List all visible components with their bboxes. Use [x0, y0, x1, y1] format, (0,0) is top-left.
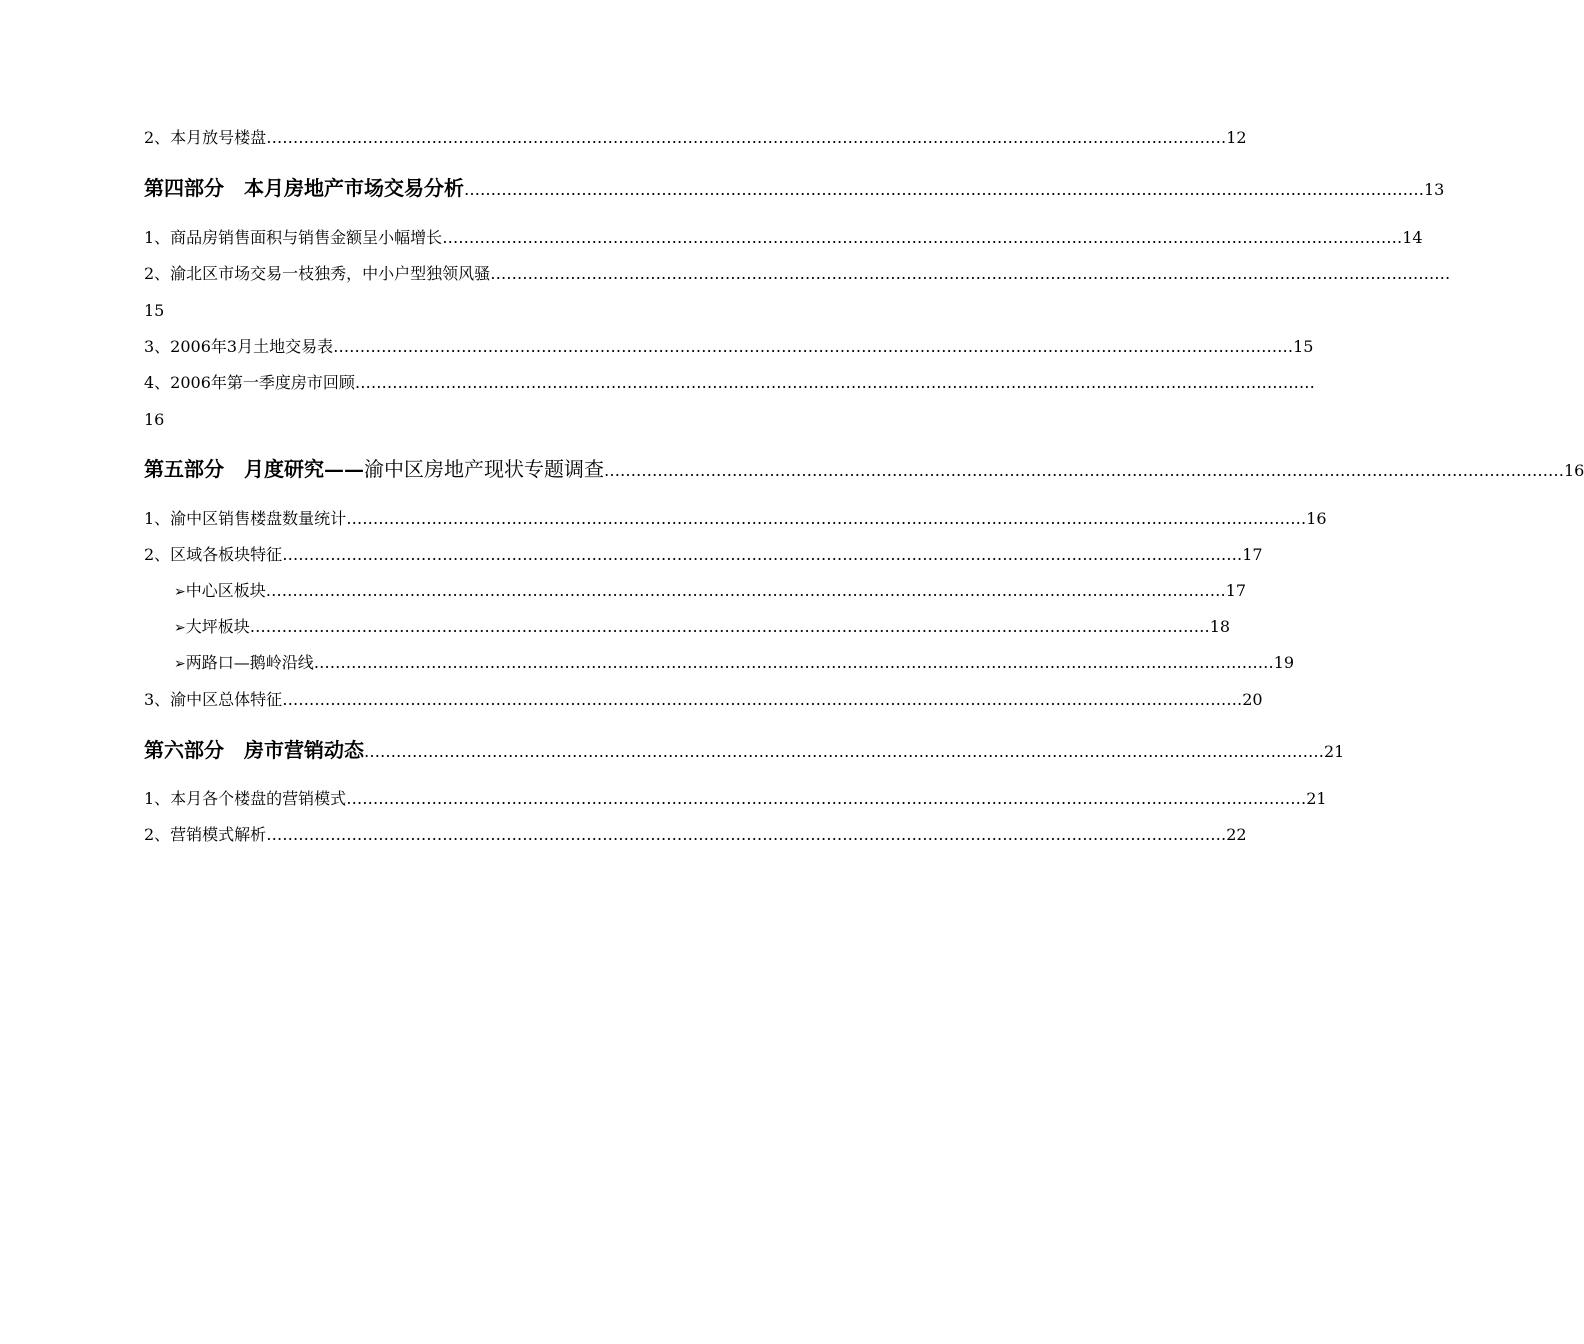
- toc-page-number: 17: [1225, 581, 1247, 600]
- dot-leader: ………………………………………………………………………………………………………………………………………………………………: [346, 509, 1307, 528]
- toc-entry-label: 2、区域各板块特征: [144, 545, 283, 564]
- dot-leader: ………………………………………………………………………………………………………………………………………………………………: [464, 180, 1424, 199]
- toc-page-number: 21: [1324, 742, 1345, 761]
- arrow-bullet-icon: ➢: [174, 584, 186, 600]
- toc-entry-marketing-analysis[interactable]: [144, 825, 1247, 845]
- toc-entry-label: 4、2006年第一季度房市回顾: [144, 373, 355, 392]
- toc-entry-label: 1、商品房销售面积与销售金额呈小幅增长: [144, 228, 443, 247]
- toc-page-number: 14: [1402, 228, 1423, 247]
- dot-leader: ………………………………………………………………………………………………………………………………………………………………: [604, 461, 1564, 480]
- arrow-bullet-icon: ➢: [174, 656, 186, 672]
- toc-page-number: 20: [1242, 690, 1263, 709]
- toc-entry-yuzhong-overall[interactable]: [144, 690, 1263, 710]
- dot-leader: ………………………………………………………………………………………………………………………………………………………………: [266, 825, 1227, 844]
- toc-entry-label: 1、本月各个楼盘的营销模式: [144, 789, 347, 808]
- toc-page-number: 17: [1242, 545, 1263, 564]
- toc-page-number: 22: [1226, 825, 1247, 844]
- arrow-bullet-icon: ➢: [174, 620, 186, 636]
- toc-page-number: 15: [144, 301, 165, 320]
- toc-page-number: 15: [1293, 337, 1314, 356]
- dot-leader: ………………………………………………………………………………………………………………………………………………………………: [354, 373, 1315, 392]
- dot-leader: ………………………………………………………………………………………………………………………………………………………………: [265, 581, 1226, 600]
- toc-section-part-five[interactable]: [144, 456, 1584, 484]
- dot-leader: ………………………………………………………………………………………………………………………………………………………………: [490, 264, 1451, 283]
- toc-entry-land-transactions[interactable]: [144, 337, 1314, 357]
- dot-leader: ………………………………………………………………………………………………………………………………………………………………: [249, 617, 1210, 636]
- toc-section-subtitle: 渝中区房地产现状专题调查: [364, 457, 604, 481]
- toc-entry-label: 中心区板块: [185, 581, 266, 600]
- toc-entry-label: 大坪板块: [185, 617, 250, 636]
- dot-leader: ………………………………………………………………………………………………………………………………………………………………: [346, 789, 1307, 808]
- toc-entry-q1-review[interactable]: [144, 373, 1315, 393]
- toc-page-number: 19: [1273, 653, 1295, 672]
- toc-subentry-daping[interactable]: [174, 617, 1231, 638]
- dot-leader: ………………………………………………………………………………………………………………………………………………………………: [313, 653, 1274, 672]
- toc-page-number: 13: [1424, 180, 1445, 199]
- toc-section-label: 第五部分 月度研究——: [144, 457, 364, 481]
- toc-entry-sales-area[interactable]: [144, 228, 1423, 248]
- toc-page-number: 12: [1226, 128, 1247, 147]
- dot-leader: ………………………………………………………………………………………………………………………………………………………………: [364, 742, 1324, 761]
- dot-leader: ………………………………………………………………………………………………………………………………………………………………: [282, 690, 1243, 709]
- dot-leader: ………………………………………………………………………………………………………………………………………………………………: [333, 337, 1294, 356]
- toc-entry-marketing-modes[interactable]: [144, 789, 1327, 809]
- toc-entry-label: 1、渝中区销售楼盘数量统计: [144, 509, 347, 528]
- toc-entry-label: 3、2006年3月土地交易表: [144, 337, 334, 356]
- toc-subentry-center[interactable]: [174, 581, 1247, 602]
- toc-section-label: 第六部分 房市营销动态: [144, 738, 364, 762]
- toc-page-number: 16: [144, 410, 165, 429]
- toc-entry-district-features[interactable]: [144, 545, 1263, 565]
- toc-section-part-four[interactable]: [144, 175, 1445, 203]
- dot-leader: ………………………………………………………………………………………………………………………………………………………………: [282, 545, 1243, 564]
- toc-entry-yuzhong-count[interactable]: [144, 509, 1327, 529]
- dot-leader: ………………………………………………………………………………………………………………………………………………………………: [266, 128, 1227, 147]
- toc-page-number: 18: [1209, 617, 1231, 636]
- toc-entry-label: 两路口—鹅岭沿线: [185, 653, 314, 672]
- toc-entry-label: 2、渝北区市场交易一枝独秀，中小户型独领风骚: [144, 264, 491, 283]
- toc-page-number: 21: [1306, 789, 1327, 808]
- toc-page-number: 16: [1306, 509, 1327, 528]
- toc-section-part-six[interactable]: [144, 737, 1345, 765]
- toc-entry-launch-projects[interactable]: [144, 128, 1247, 148]
- toc-entry-label: 2、本月放号楼盘: [144, 128, 267, 147]
- toc-subentry-lianglukou[interactable]: [174, 653, 1295, 674]
- toc-entry-yubei-market[interactable]: [144, 264, 1451, 284]
- toc-section-label: 第四部分 本月房地产市场交易分析: [144, 176, 464, 200]
- toc-entry-label: 2、营销模式解析: [144, 825, 267, 844]
- toc-entry-label: 3、渝中区总体特征: [144, 690, 283, 709]
- toc-page-number: 16: [1564, 461, 1584, 480]
- dot-leader: ………………………………………………………………………………………………………………………………………………………………: [442, 228, 1403, 247]
